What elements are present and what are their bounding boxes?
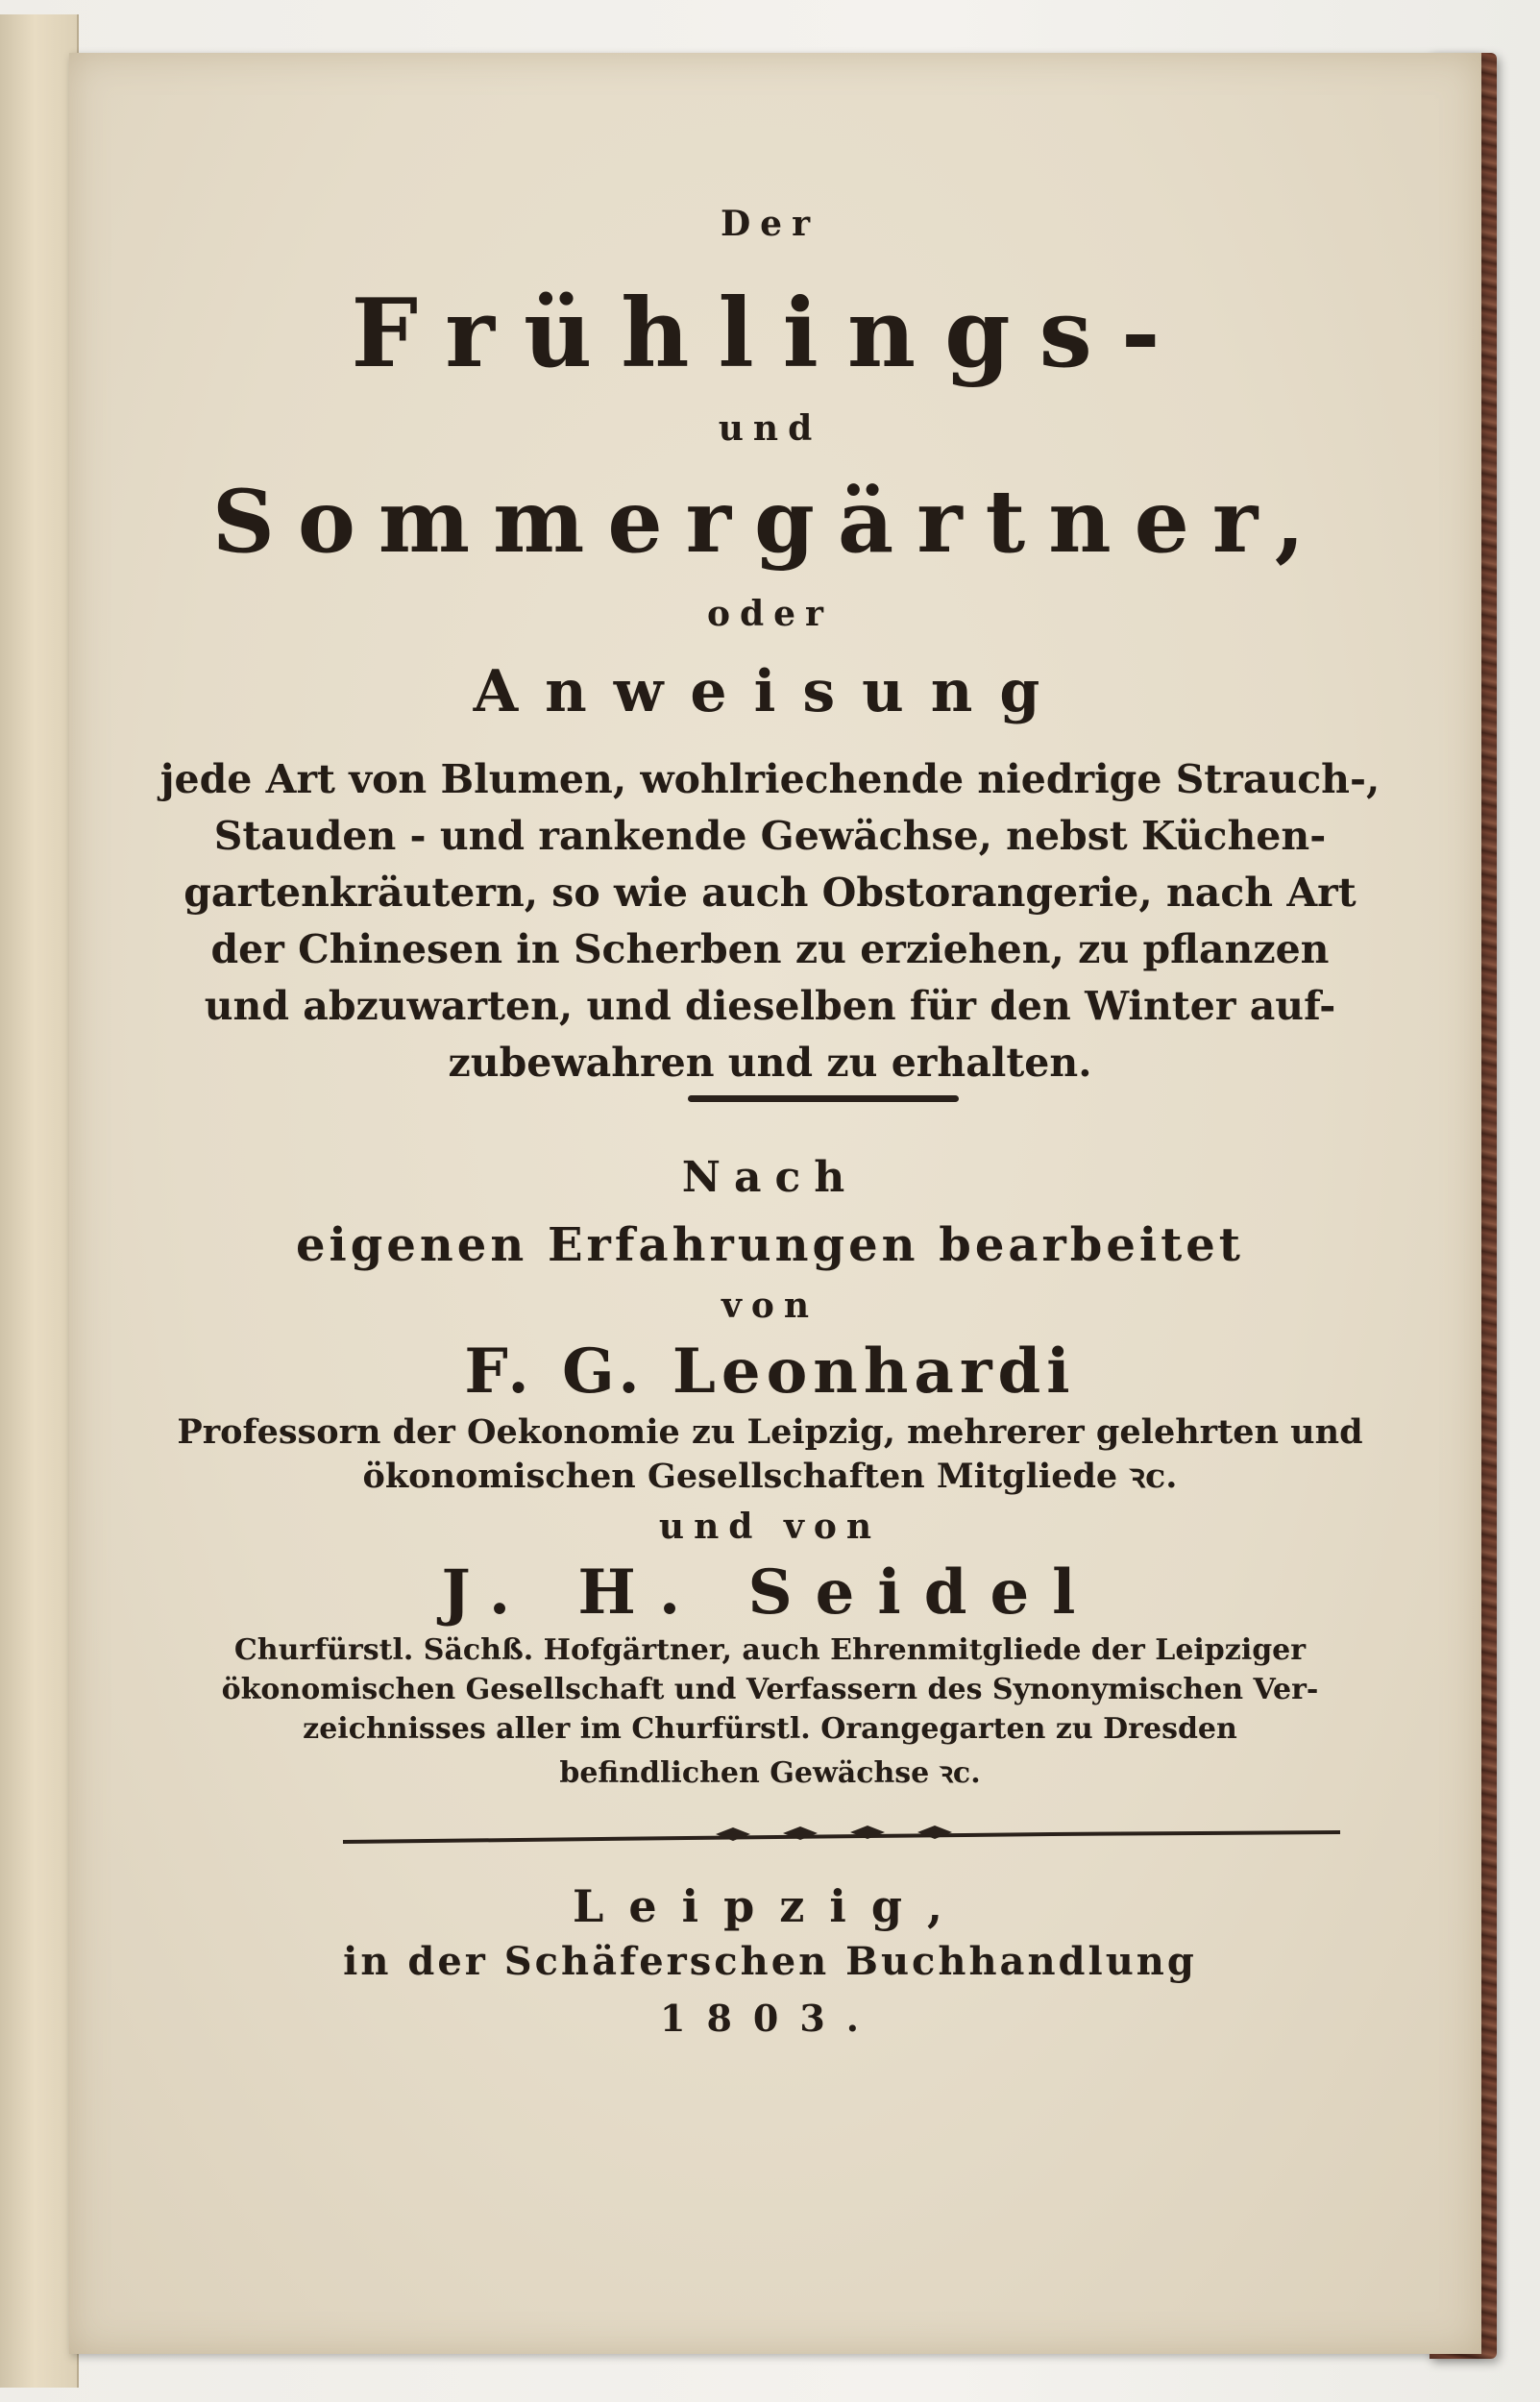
- description-line-3: gartenkräutern, so wie auch Obstorangerie, nach Art: [183, 870, 1357, 916]
- bearbeitet-line: eigenen Erfahrungen bearbeitet: [296, 1218, 1244, 1272]
- imprint-publisher: in der Schäferschen Buchhandlung: [343, 1939, 1197, 1984]
- author-1-affiliation-1: Professorn der Oekonomie zu Leipzig, mehrerer gelehrten und: [177, 1412, 1363, 1452]
- divider-rule: [688, 1095, 959, 1102]
- title-fruehlings: Frühlings-: [351, 279, 1189, 389]
- conjunction-und: und: [718, 408, 822, 449]
- nach-label: Nach: [681, 1153, 859, 1202]
- description-line-1: jede Art von Blumen, wohlriechende niedrige Strauch-,: [159, 756, 1381, 802]
- imprint-year: 1803.: [660, 1997, 880, 2040]
- author-1-affiliation-2: ökonomischen Gesellschaften Mitgliede ꝛc.: [362, 1457, 1178, 1496]
- subtitle-anweisung: Anweisung: [473, 658, 1067, 725]
- ornamental-rule: [341, 1825, 1344, 1851]
- article-der: Der: [720, 204, 820, 244]
- description-line-2: Stauden - und rankende Gewächse, nebst Küchen-: [213, 813, 1327, 859]
- author-2-affiliation-3: zeichnisses aller im Churfürstl. Orangegarten zu Dresden: [303, 1712, 1237, 1746]
- von-label: von: [721, 1286, 819, 1326]
- imprint-place: Leipzig,: [572, 1880, 968, 1932]
- author-2-affiliation-1: Churfürstl. Sächß. Hofgärtner, auch Ehrenmitgliede der Leipziger: [233, 1633, 1307, 1667]
- conjunction-oder: oder: [706, 594, 834, 634]
- und-von-label: und von: [658, 1507, 882, 1547]
- author-1-name: F. G. Leonhardi: [464, 1336, 1076, 1408]
- author-2-affiliation-2: ökonomischen Gesellschaft und Verfassern des Synonymischen Ver-: [221, 1673, 1319, 1706]
- author-2-name: J. H. Seidel: [441, 1556, 1099, 1629]
- author-2-affiliation-4: befindlichen Gewächse ꝛc.: [559, 1756, 981, 1790]
- description-line-5: und abzuwarten, und dieselben für den Winter auf-: [204, 983, 1336, 1029]
- description-line-4: der Chinesen in Scherben zu erziehen, zu pflanzen: [210, 926, 1330, 972]
- description-line-6: zubewahren und zu erhalten.: [448, 1040, 1092, 1086]
- title-sommergaertner: Sommergärtner,: [211, 471, 1329, 573]
